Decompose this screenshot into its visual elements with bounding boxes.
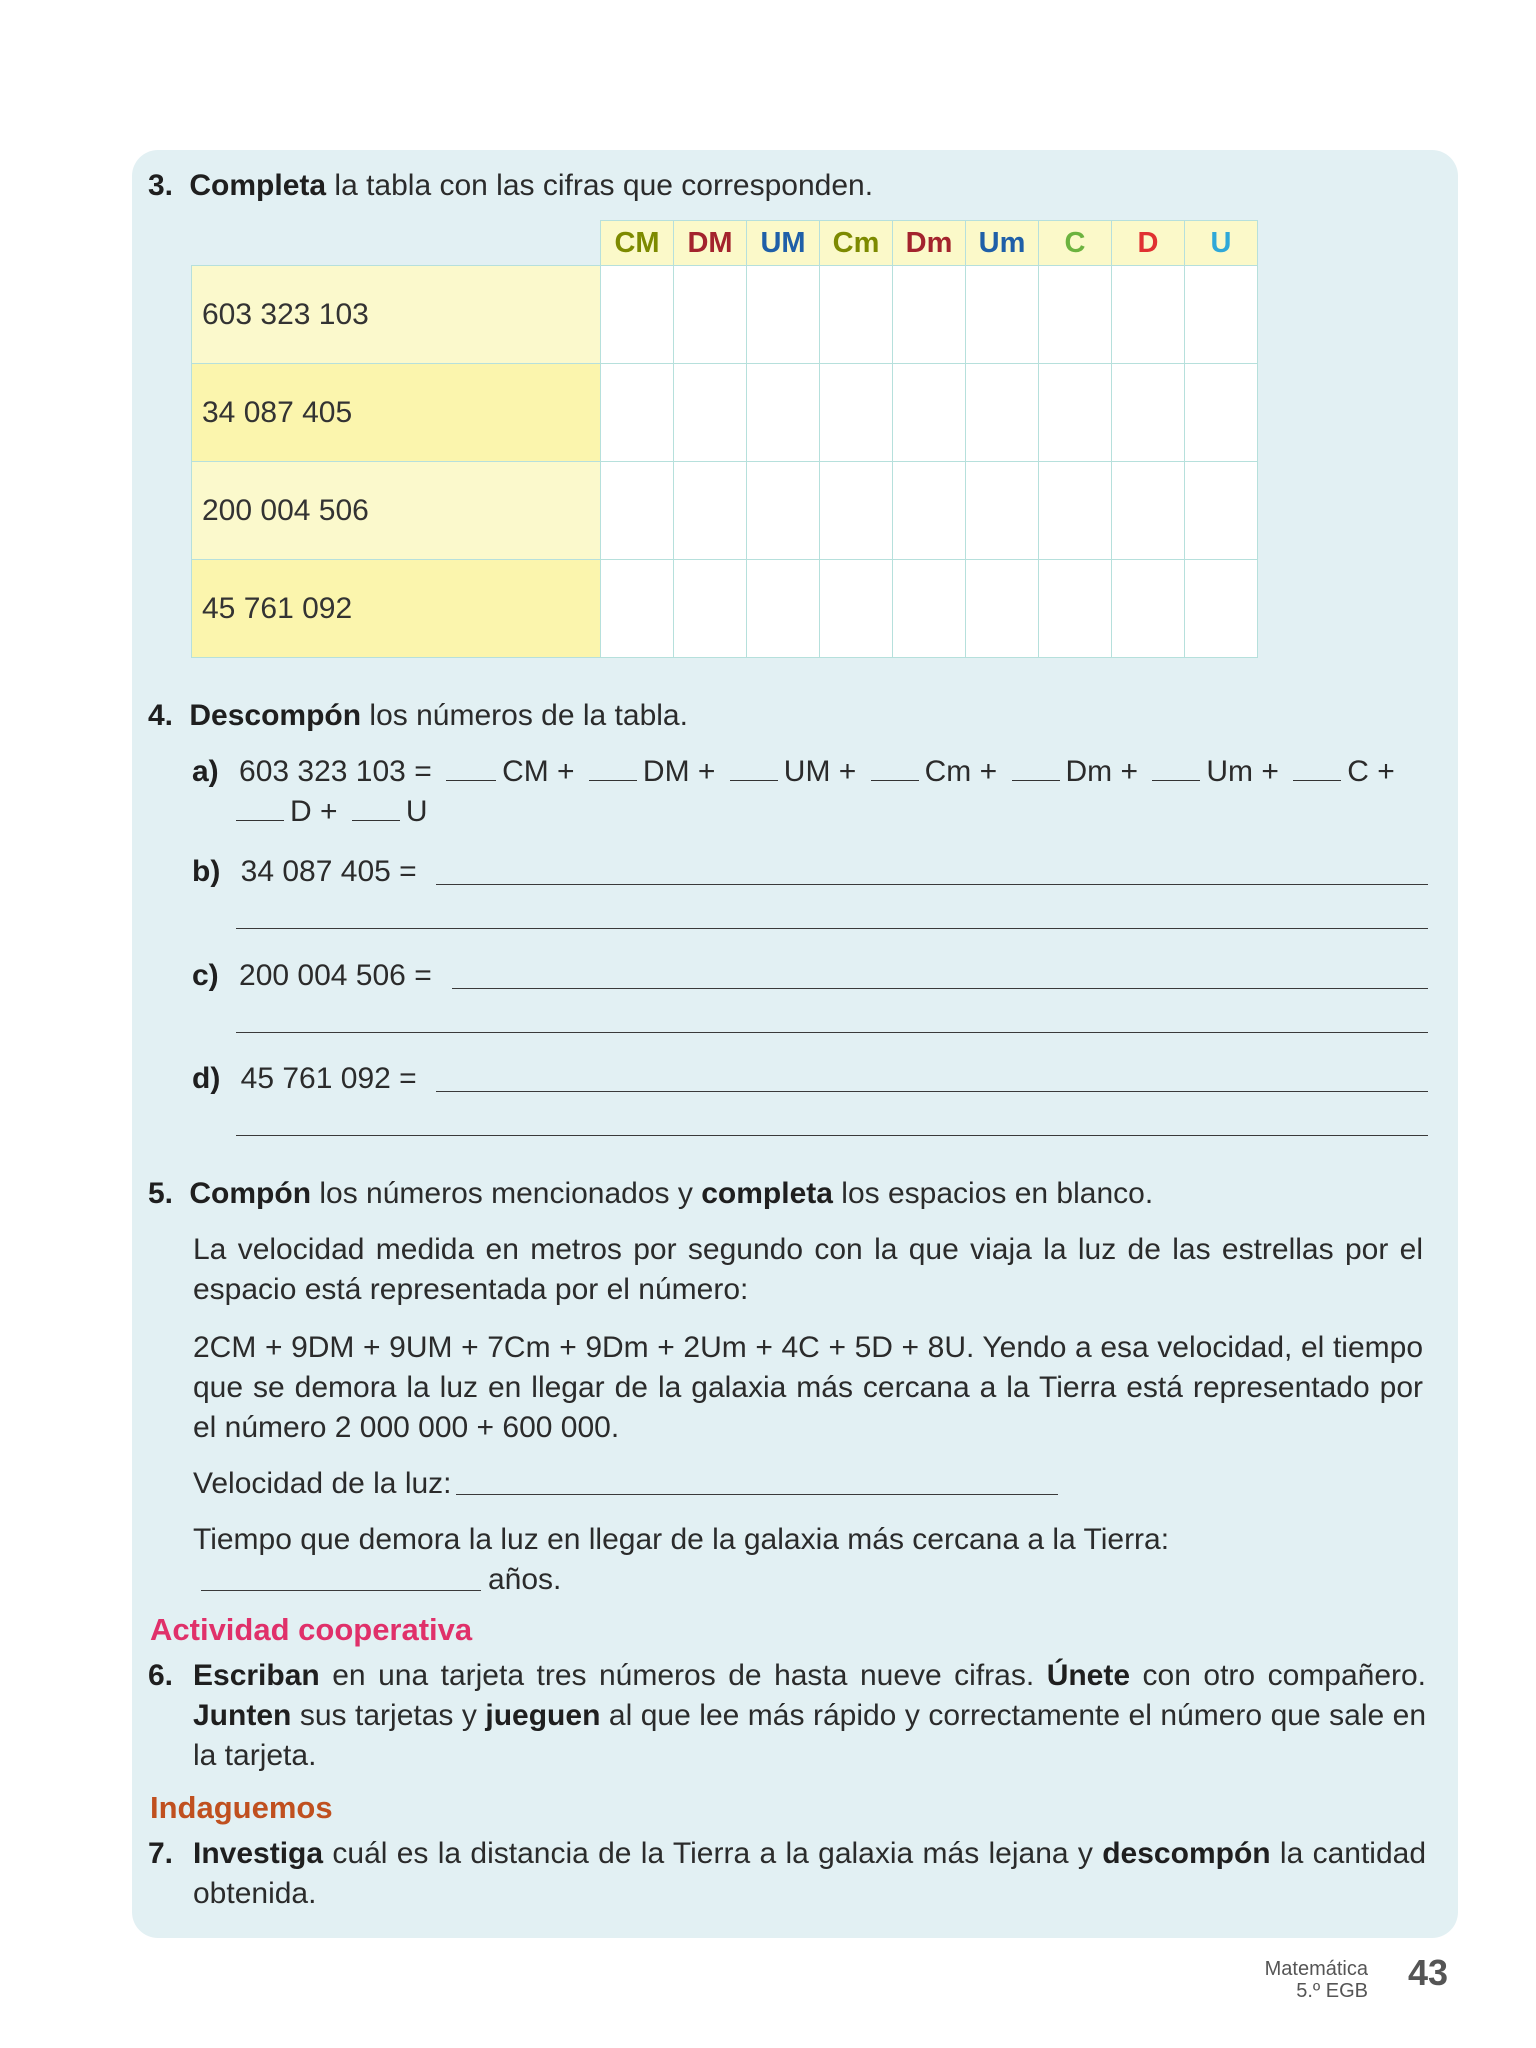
digit-cell[interactable] bbox=[820, 560, 893, 658]
paragraph-speed: La velocidad medida en metros por segundo con la que viaja la luz de las estrellas por el espacio está representada por el número: bbox=[193, 1233, 1423, 1306]
question-7-text bbox=[193, 1834, 1426, 1914]
answer-line[interactable] bbox=[436, 1091, 1428, 1092]
instruction-text: con otro compañero. bbox=[1142, 1659, 1427, 1692]
answer-blank[interactable] bbox=[352, 819, 400, 821]
unit-label: C + bbox=[1347, 755, 1395, 788]
digit-cell[interactable] bbox=[1185, 266, 1258, 364]
question-number: 6. bbox=[148, 1659, 174, 1692]
instruction-verb: Junten bbox=[193, 1699, 292, 1732]
header-cm: CM bbox=[601, 221, 674, 266]
header-c: C bbox=[1039, 221, 1112, 266]
digit-cell[interactable] bbox=[820, 462, 893, 560]
unit-label: UM + bbox=[783, 755, 857, 788]
subject-label: Matemática bbox=[1264, 1958, 1368, 1980]
digit-cell[interactable] bbox=[1039, 266, 1112, 364]
section-title-cooperativa: Actividad cooperativa bbox=[150, 1612, 473, 1647]
digit-cell[interactable] bbox=[893, 560, 966, 658]
unit-label: Cm + bbox=[924, 755, 998, 788]
page-number: 43 bbox=[1407, 1952, 1448, 1993]
digit-cell[interactable] bbox=[747, 462, 820, 560]
question-7-number bbox=[148, 1834, 173, 1874]
row-number: 45 761 092 bbox=[192, 560, 601, 658]
answer-blank[interactable] bbox=[1012, 779, 1060, 781]
decompose-c bbox=[192, 956, 432, 996]
table-row bbox=[192, 462, 1258, 560]
digit-cell[interactable] bbox=[601, 364, 674, 462]
answer-blank[interactable] bbox=[730, 779, 778, 781]
header-dm-small: Dm bbox=[893, 221, 966, 266]
question-number: 7. bbox=[148, 1837, 174, 1870]
unit-label: D + bbox=[290, 795, 338, 828]
instruction-text: en una tarjeta tres números de hasta nueve cifras. bbox=[332, 1659, 1035, 1692]
instruction-verb: Investiga bbox=[193, 1837, 324, 1870]
table-row bbox=[192, 560, 1258, 658]
header-dm: DM bbox=[674, 221, 747, 266]
item-label: d) bbox=[192, 1062, 221, 1095]
digit-cell[interactable] bbox=[966, 462, 1039, 560]
row-number: 603 323 103 bbox=[192, 266, 601, 364]
question-4-heading bbox=[148, 696, 688, 736]
header-u: U bbox=[1185, 221, 1258, 266]
footer-subject bbox=[1265, 1958, 1368, 2002]
digit-cell[interactable] bbox=[601, 266, 674, 364]
digit-cell[interactable] bbox=[893, 266, 966, 364]
digit-cell[interactable] bbox=[674, 462, 747, 560]
digit-cell[interactable] bbox=[820, 266, 893, 364]
answer-line[interactable] bbox=[236, 928, 1428, 929]
answer-line[interactable] bbox=[236, 1032, 1428, 1033]
instruction-verb: Compón bbox=[189, 1177, 312, 1210]
digit-cell[interactable] bbox=[1185, 560, 1258, 658]
header-d: D bbox=[1112, 221, 1185, 266]
instruction-verb: Descompón bbox=[189, 699, 362, 732]
digit-cell[interactable] bbox=[1039, 560, 1112, 658]
decompose-d bbox=[192, 1059, 417, 1099]
item-number: 603 323 103 = bbox=[239, 755, 432, 788]
grade-label: 5.º EGB bbox=[1296, 1980, 1368, 2002]
instruction-verb: Únete bbox=[1046, 1659, 1131, 1692]
answer-blank[interactable] bbox=[446, 779, 496, 781]
digit-cell[interactable] bbox=[966, 364, 1039, 462]
item-number: 200 004 506 = bbox=[239, 959, 432, 992]
instruction-verb: jueguen bbox=[485, 1699, 601, 1732]
instruction-text: los números mencionados y bbox=[319, 1177, 693, 1210]
item-number: 45 761 092 = bbox=[240, 1062, 417, 1095]
digit-cell[interactable] bbox=[1112, 364, 1185, 462]
instruction-text: sus tarjetas y bbox=[299, 1699, 477, 1732]
instruction-text: la tabla con las cifras que corresponden. bbox=[334, 169, 874, 202]
header-um: UM bbox=[747, 221, 820, 266]
digit-cell[interactable] bbox=[674, 560, 747, 658]
digit-cell[interactable] bbox=[893, 364, 966, 462]
digit-cell[interactable] bbox=[966, 560, 1039, 658]
question-6-number bbox=[148, 1656, 173, 1696]
tiempo-answer-line[interactable] bbox=[201, 1590, 481, 1591]
instruction-verb: descompón bbox=[1102, 1837, 1271, 1870]
answer-blank[interactable] bbox=[236, 819, 284, 821]
table-row bbox=[192, 266, 1258, 364]
question-6-text bbox=[193, 1656, 1426, 1776]
header-um-small: Um bbox=[966, 221, 1039, 266]
decompose-a-line1 bbox=[192, 752, 1395, 792]
digit-cell[interactable] bbox=[1185, 462, 1258, 560]
header-cm-small: Cm bbox=[820, 221, 893, 266]
unit-label: CM + bbox=[502, 755, 575, 788]
answer-line[interactable] bbox=[236, 1135, 1428, 1136]
digit-cell[interactable] bbox=[601, 462, 674, 560]
answer-blank[interactable] bbox=[589, 779, 637, 781]
decompose-a-line2 bbox=[236, 792, 428, 832]
decompose-b bbox=[192, 852, 417, 892]
place-value-table bbox=[191, 220, 1258, 658]
table-header-row bbox=[192, 221, 1258, 266]
digit-cell[interactable] bbox=[747, 266, 820, 364]
item-label: c) bbox=[192, 959, 219, 992]
digit-cell[interactable] bbox=[747, 560, 820, 658]
question-number: 4. bbox=[148, 699, 174, 732]
digit-cell[interactable] bbox=[1039, 364, 1112, 462]
question-number: 5. bbox=[148, 1177, 174, 1210]
instruction-text: la cantidad obtenida. bbox=[193, 1837, 1427, 1910]
digit-cell[interactable] bbox=[1112, 266, 1185, 364]
row-number: 200 004 506 bbox=[192, 462, 601, 560]
velocidad-label: Velocidad de la luz: bbox=[193, 1467, 452, 1500]
section-title-indaguemos: Indaguemos bbox=[150, 1790, 333, 1825]
answer-blank[interactable] bbox=[1152, 779, 1200, 781]
digit-cell[interactable] bbox=[674, 266, 747, 364]
answer-line[interactable] bbox=[452, 988, 1428, 989]
unit-label: Um + bbox=[1206, 755, 1279, 788]
digit-cell[interactable] bbox=[1185, 364, 1258, 462]
question-5-heading bbox=[148, 1174, 1153, 1214]
instruction-text: al que lee más rápido y correctamente el número que sale en la tarjeta. bbox=[193, 1699, 1427, 1772]
tiempo-label: Tiempo que demora la luz en llegar de la galaxia más cercana a la Tierra: bbox=[193, 1523, 1170, 1556]
digit-cell[interactable] bbox=[601, 560, 674, 658]
item-label: b) bbox=[192, 855, 221, 888]
digit-cell[interactable] bbox=[893, 462, 966, 560]
instruction-verb: Completa bbox=[189, 169, 327, 202]
paragraph-composition: 2CM + 9DM + 9UM + 7Cm + 9Dm + 2Um + 4C + 5D + 8U. Yendo a esa velocidad, el tiempo que se demora la luz en llegar de la galaxia más cercana a la Tierra está representado por el número 2 000 000 + 600 000. bbox=[193, 1331, 1423, 1444]
anios-label: años. bbox=[488, 1563, 562, 1596]
instruction-verb: Escriban bbox=[193, 1659, 320, 1692]
table-row bbox=[192, 364, 1258, 462]
question-number: 3. bbox=[148, 169, 174, 202]
digit-cell[interactable] bbox=[1112, 560, 1185, 658]
item-number: 34 087 405 = bbox=[240, 855, 417, 888]
unit-label: DM + bbox=[642, 755, 716, 788]
answer-blank[interactable] bbox=[871, 779, 919, 781]
unit-label: U bbox=[405, 795, 428, 828]
digit-cell[interactable] bbox=[1039, 462, 1112, 560]
instruction-text: los números de la tabla. bbox=[369, 699, 688, 732]
unit-label: Dm + bbox=[1065, 755, 1139, 788]
digit-cell[interactable] bbox=[1112, 462, 1185, 560]
question-3-heading bbox=[148, 166, 873, 206]
instruction-verb: completa bbox=[701, 1177, 833, 1210]
velocidad-answer-line[interactable] bbox=[456, 1494, 1058, 1495]
instruction-text: los espacios en blanco. bbox=[841, 1177, 1154, 1210]
answer-line[interactable] bbox=[436, 884, 1428, 885]
digit-cell[interactable] bbox=[966, 266, 1039, 364]
table-corner bbox=[192, 221, 601, 266]
digit-cell[interactable] bbox=[747, 364, 820, 462]
item-label: a) bbox=[192, 755, 219, 788]
digit-cell[interactable] bbox=[674, 364, 747, 462]
row-number: 34 087 405 bbox=[192, 364, 601, 462]
answer-blank[interactable] bbox=[1293, 779, 1341, 781]
instruction-text: cuál es la distancia de la Tierra a la galaxia más lejana y bbox=[332, 1837, 1093, 1870]
digit-cell[interactable] bbox=[820, 364, 893, 462]
